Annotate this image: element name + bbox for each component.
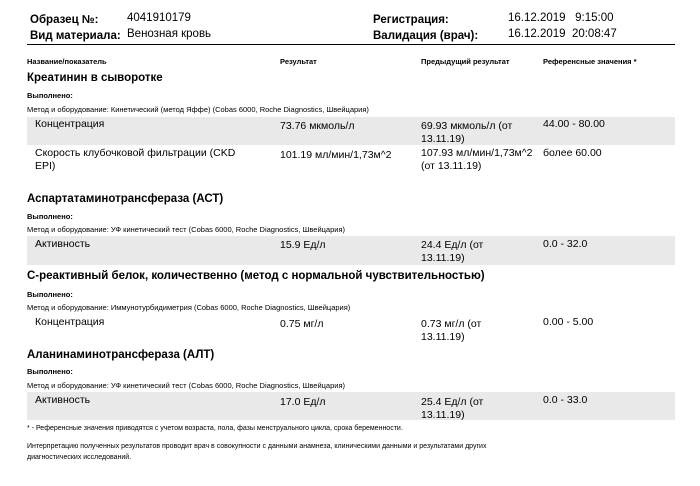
col-previous: Предыдущий результат [421, 57, 510, 66]
row-previous: 24.4 Ед/л (от 13.11.19) [421, 239, 484, 264]
material-label: Вид материала: [30, 30, 121, 42]
row-reference: 0.0 - 32.0 [543, 238, 588, 250]
row-result: 73.76 мкмоль/л [280, 120, 355, 132]
material-value: Венозная кровь [127, 28, 212, 40]
section-status: Выполнено: [27, 212, 73, 221]
section-status: Выполнено: [27, 290, 73, 299]
row-name: Активность [35, 238, 91, 250]
validation-value: 16.12.2019 20:08:47 [508, 28, 617, 40]
section-title: С-реактивный белок, количественно (метод с нормальной чувствительностью) [27, 270, 485, 282]
row-previous: 25.4 Ед/л (от 13.11.19) [421, 396, 484, 421]
col-reference: Референсные значения * [543, 57, 637, 66]
footnote-reference: * - Референсные значения приводятся с учетом возраста, пола, фазы менструального цикла, срока беременности. [27, 425, 403, 432]
section-method: Метод и оборудование: Кинетический (метод Яффе) (Cobas 6000, Roche Diagnostics, Швейцария) [27, 105, 369, 114]
section-method: Метод и оборудование: УФ кинетический тест (Cobas 6000, Roche Diagnostics, Швейцария) [27, 225, 346, 234]
header-divider [27, 44, 675, 45]
section-method: Метод и оборудование: УФ кинетический тест (Cobas 6000, Roche Diagnostics, Швейцария) [27, 381, 346, 390]
registration-label: Регистрация: [373, 14, 449, 26]
row-name: Скорость клубочковой фильтрации (CKD EPI) [35, 147, 236, 172]
row-result: 0.75 мг/л [280, 318, 324, 330]
row-result: 101.19 мл/мин/1,73м^2 [280, 149, 392, 161]
sample-label: Образец №: [30, 14, 99, 26]
row-reference: 0.0 - 33.0 [543, 394, 588, 406]
row-name: Концентрация [35, 118, 105, 130]
row-reference: 0.00 - 5.00 [543, 316, 594, 328]
row-result: 17.0 Ед/л [280, 396, 326, 408]
row-name: Активность [35, 394, 91, 406]
section-title: Креатинин в сыворотке [27, 72, 163, 84]
row-previous: 69.93 мкмоль/л (от 13.11.19) [421, 120, 513, 145]
row-previous: 107.93 мл/мин/1,73м^2 (от 13.11.19) [421, 147, 533, 172]
registration-value: 16.12.2019 9:15:00 [508, 12, 614, 24]
row-previous: 0.73 мг/л (от 13.11.19) [421, 318, 482, 343]
row-reference: 44.00 - 80.00 [543, 118, 605, 130]
col-name: Название/показатель [27, 57, 107, 66]
section-title: Аланинаминотрансфераза (АЛТ) [27, 349, 215, 361]
section-method: Метод и оборудование: Иммунотурбидиметрия (Cobas 6000, Roche Diagnostics, Швейцария) [27, 303, 351, 312]
row-result: 15.9 Ед/л [280, 239, 326, 251]
validation-label: Валидация (врач): [373, 30, 479, 42]
col-result: Результат [280, 57, 317, 66]
section-title: Аспартатаминотрансфераза (АСТ) [27, 193, 224, 205]
sample-value: 4041910179 [127, 12, 191, 24]
row-reference: более 60.00 [543, 147, 602, 159]
section-status: Выполнено: [27, 91, 73, 100]
section-status: Выполнено: [27, 367, 73, 376]
footnote-interpretation: Интерпретацию полученных результатов проводит врач в совокупности с данными анамнеза, клиническими данными и результатами других диагностических исследований. [27, 443, 487, 461]
row-name: Концентрация [35, 316, 105, 328]
